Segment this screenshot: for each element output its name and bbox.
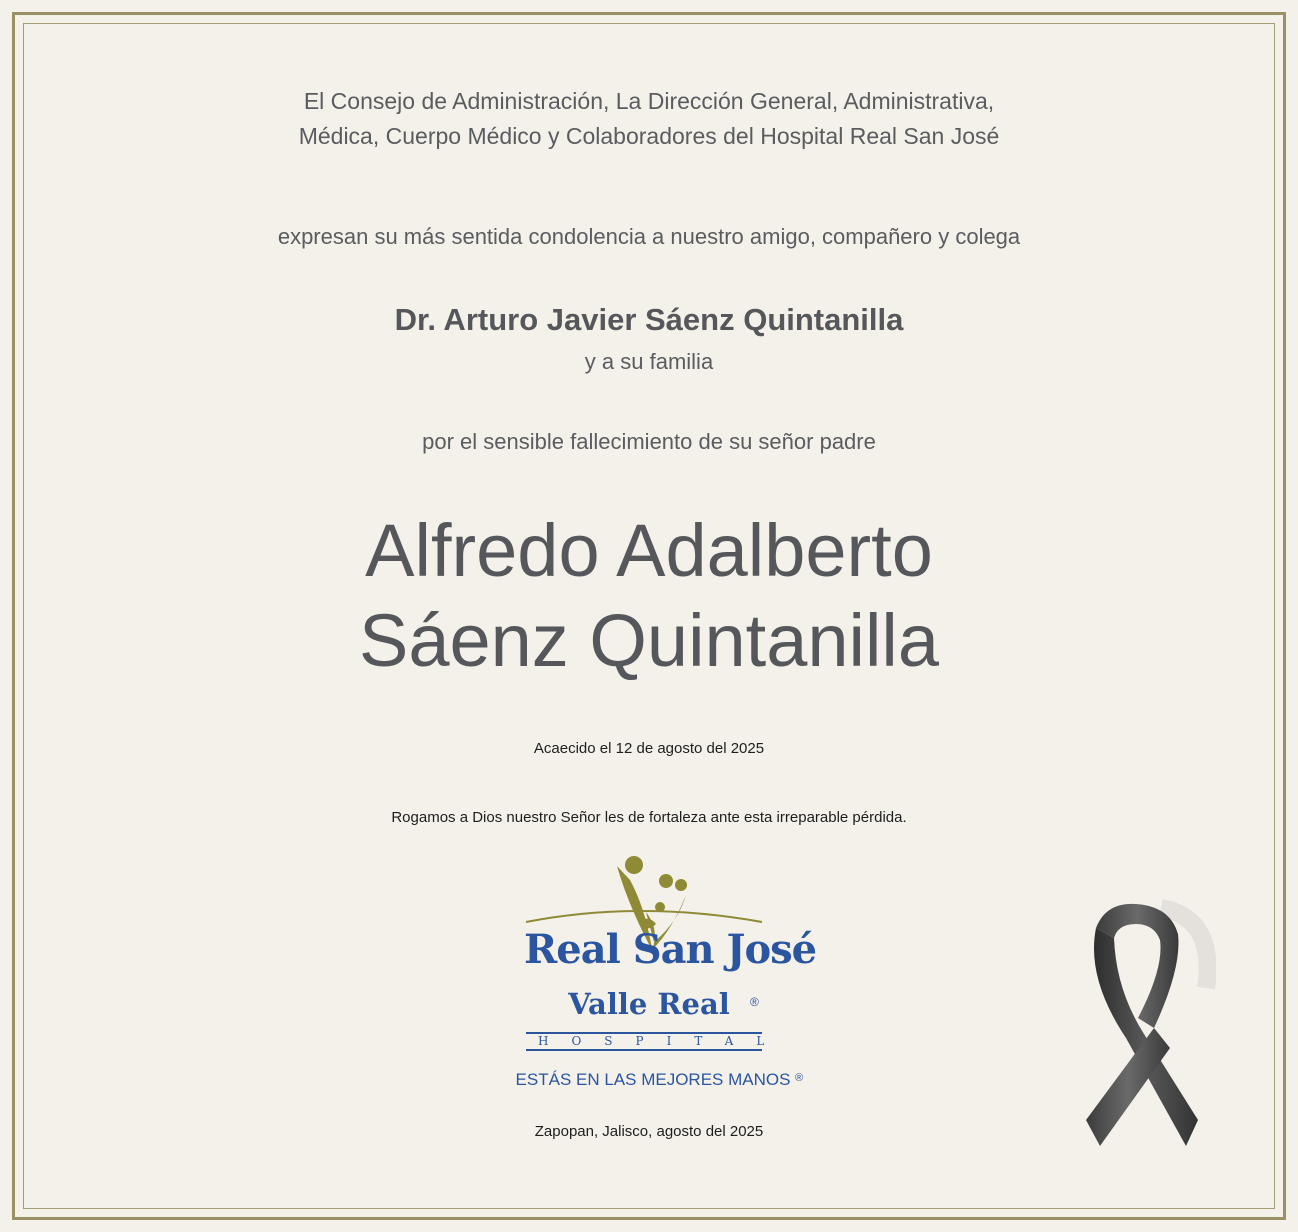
deceased-name [0,506,1298,686]
condolence-text: expresan su más sentida condolencia a nuestro amigo, compañero y colega [277,224,1021,249]
logo-subtitle: Valle Real [568,987,730,1021]
logo-tagline: ESTÁS EN LAS MEJORES MANOS [515,1070,791,1089]
intro-text [0,84,1298,154]
mourning-ribbon-icon [1066,898,1216,1150]
prayer-text: Rogamos a Dios nuestro Señor les de fortaleza ante esta irreparable pérdida. [391,809,907,826]
place-and-date: Zapopan, Jalisco, agosto del 2025 [534,1123,764,1140]
tagline-registered-mark: ® [795,1072,804,1084]
fallecimiento-text: por el sensible fallecimiento de su señor padre [422,429,876,454]
logo-title: Real San José [524,926,817,973]
date-of-death: Acaecido el 12 de agosto del 2025 [533,740,765,757]
intro-line-2: Médica, Cuerpo Médico y Colaboradores del Hospital Real San José [298,123,1000,149]
deceased-name-line-1: Alfredo Adalberto [365,509,933,592]
logo-registered-mark: ® [750,995,759,1009]
hospital-logo [500,850,820,1100]
family-text: y a su familia [584,349,714,374]
colleague-name: Dr. Arturo Javier Sáenz Quintanilla [394,302,904,337]
logo-hospital-text: HOSPITAL [538,1034,788,1048]
deceased-name-line-2: Sáenz Quintanilla [358,599,940,682]
intro-line-1: El Consejo de Administración, La Dirección General, Administrativa, [303,88,995,114]
